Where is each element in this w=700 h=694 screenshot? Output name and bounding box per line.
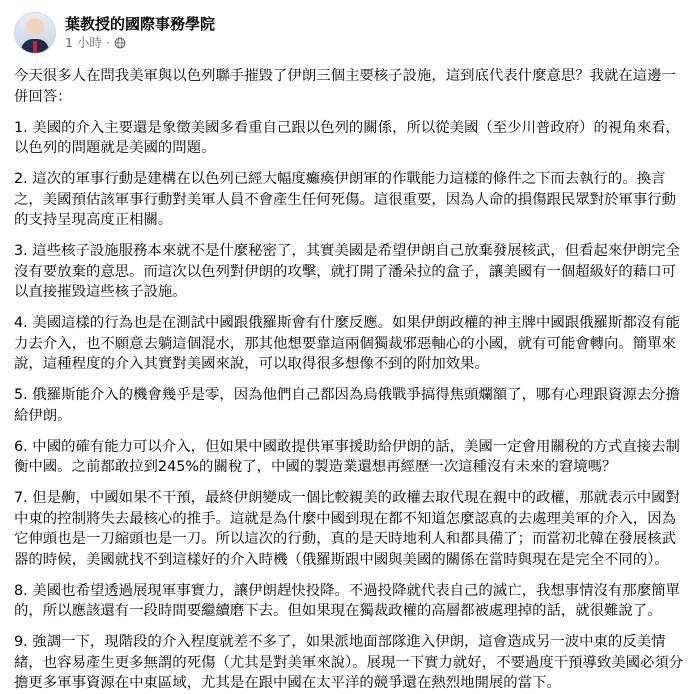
post-subline [65, 34, 215, 51]
post-intro: 今天很多人在問我美軍與以色列聯手摧毀了伊朗三個主要核子設施，這到底代表什麼意思？我就在這邊一併回答： [14, 68, 676, 105]
author-avatar[interactable] [14, 12, 56, 54]
post-time[interactable]: 1 小時 [65, 35, 102, 50]
point-4: 4. 美國這樣的行為也是在測試中國跟俄羅斯會有什麼反應。如果伊朗政權的神主牌中國跟俄羅斯都沒有能力去介入，也不願意去躺這個混水，那其他想要靠這兩個獨裁邪惡軸心的小國，就有可能會轉向。簡單來說，這種程度的介入其實對美國來說，可以取得很多想像不到的附加效果。 [14, 315, 680, 372]
point-3: 3. 這些核子設施服務本來就不是什麼秘密了，其實美國是希望伊朗自己放棄發展核武，但看起來伊朗完全沒有要放棄的意思。而這次以色列對伊朗的攻擊，就打開了潘朵拉的盒子，讓美國有一個超級好的藉口可以直接摧毀這些核子設施。 [14, 243, 680, 300]
point-6: 6. 中國的確有能力可以介入，但如果中國敢提供軍事援助給伊朗的話，美國一定會用關稅的方式直接去制衡中國。之前都敢拉到245%的關稅了，中國的製造業還想再經歷一次這種沒有未來的窘境嗎？ [14, 438, 680, 475]
post-body [14, 66, 686, 694]
globe-icon[interactable] [114, 37, 126, 49]
point-2: 2. 這次的軍事行動是建構在以色列已經大幅度癱瘓伊朗軍的作戰能力這樣的條件之下而去執行的。換言之，美國預估該軍事行動對美軍人員不會產生任何死傷。這很重要，因為人命的損傷跟民眾對於軍事行動的支持呈現高度正相關。 [14, 171, 676, 228]
author-name[interactable]: 葉教授的國際事務學院 [65, 15, 216, 33]
point-7: 7. 但是齁，中國如果不干預，最終伊朗變成一個比較親美的政權去取代現在親中的政權，那就表示中國對中東的控制將失去最核心的推手。這就是為什麼中國到現在都不知道怎麼認真的去處理美軍的介入，因為它伸頭也是一刀縮頭也是一刀。所以這次的行動，真的是天時地利人和都具備了；而當初北韓在發展核武器的時候，美國就找不到這樣好的介入時機（俄羅斯跟中國與美國的關係在當時與現在是完全不同的）。 [14, 490, 680, 568]
point-1: 1. 美國的介入主要還是象徵美國多看重自己跟以色列的關係，所以從美國（至少川普政府）的視角來看，以色列的問題就是美國的問題。 [14, 119, 680, 156]
point-8: 8. 美國也希望透過展現軍事實力，讓伊朗趕快投降。不過投降就代表自己的滅亡，我想事情沒有那麼簡單的，所以應該還有一段時間要繼續磨下去。但如果現在獨裁政權的高層都被處理掉的話，就很難說了。 [14, 582, 680, 619]
post-header [14, 10, 686, 56]
post-meta [65, 15, 215, 51]
point-9: 9. 強調一下，現階段的介入程度就差不多了，如果派地面部隊進入伊朗，這會造成另一波中東的反美情緒，也容易產生更多無謂的死傷（尤其是對美軍來說）。展現一下實力就好，不要過度干預導致美國必須分擔更多軍事資源在中東區域，尤其是在跟中國在太平洋的競爭還在熱烈地開展的當下。 [14, 634, 684, 691]
point-5: 5. 俄羅斯能介入的機會幾乎是零，因為他們自己都因為烏俄戰爭搞得焦頭爛額了，哪有心理跟資源去分擔給伊朗。 [14, 387, 680, 424]
time-separator: · [105, 35, 110, 50]
